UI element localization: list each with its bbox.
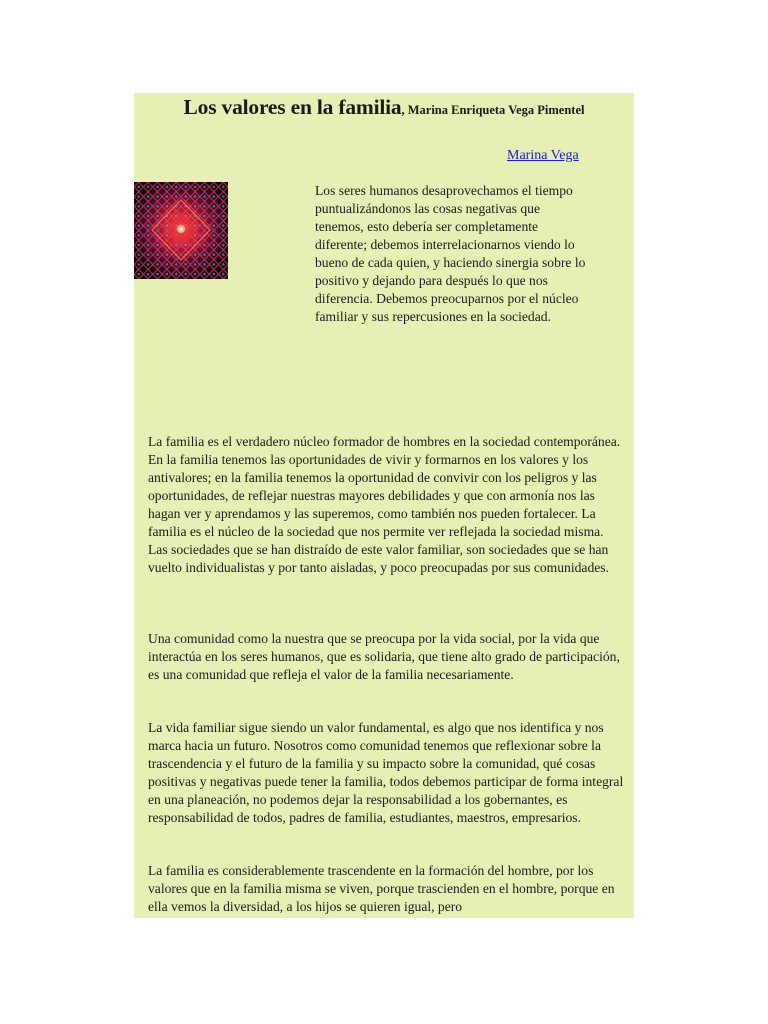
author-link[interactable]: Marina Vega <box>507 148 579 163</box>
kaleidoscope-icon <box>134 182 228 279</box>
page-title: Los valores en la familia <box>183 95 402 119</box>
title-row <box>134 95 634 120</box>
document-page <box>134 93 634 918</box>
author-byline: , Marina Enriqueta Vega Pimentel <box>401 103 585 117</box>
body-paragraph: Una comunidad como la nuestra que se preocupa por la vida social, por la vida que interactúa en los seres humanos, que es solidaria, que tiene alto grado de participación, es una comunidad que refleja el valor de la familia necesariamente. <box>148 631 620 682</box>
body-paragraph: La familia es considerablemente trascendente en la formación del hombre, por los valores que en la familia misma se viven, porque trascienden en el hombre, porque en ella vemos la diversidad, a los hijos se quieren igual, pero <box>148 863 615 914</box>
body-paragraph: La vida familiar sigue siendo un valor fundamental, es algo que nos identifica y nos marca hacia un futuro. Nosotros como comunidad tenemos que reflexionar sobre la trascendencia y el futuro de la familia y su impacto sobre la comunidad, qué cosas positivas y negativas puede tener la familia, todos debemos participar de forma integral en una planeación, no podemos dejar la responsabilidad a los gobernantes, es responsabilidad de todos, padres de familia, estudiantes, maestros, empresarios. <box>148 720 624 825</box>
abstract-artwork-image <box>134 182 228 279</box>
body-paragraph: La familia es el verdadero núcleo formador de hombres en la sociedad contemporánea. En la familia tenemos las oportunidades de vivir y formarnos en los valores y los antivalores; en la familia tenemos la oportunidad de convivir con los peligros y las oportunidades, de reflejar nuestras mayores debilidades y que con armonía nos las hagan ver y aprendamos y las superemos, como también nos pueden fortalecer. La familia es el núcleo de la sociedad que nos permite ver reflejada la sociedad misma. Las sociedades que se han distraído de este valor familiar, son sociedades que se han vuelto individualistas y por tanto aisladas, y poco preocupadas por sus comunidades. <box>148 434 621 575</box>
intro-paragraph: Los seres humanos desaprovechamos el tiempo puntualizándonos las cosas negativas que tenemos, esto debería ser completamente diferente; debemos interrelacionarnos viendo lo bueno de cada quien, y haciendo sinergia sobre lo positivo y dejando para después lo que nos diferencia. Debemos preocuparnos por el núcleo familiar y sus repercusiones en la sociedad. <box>315 183 586 324</box>
